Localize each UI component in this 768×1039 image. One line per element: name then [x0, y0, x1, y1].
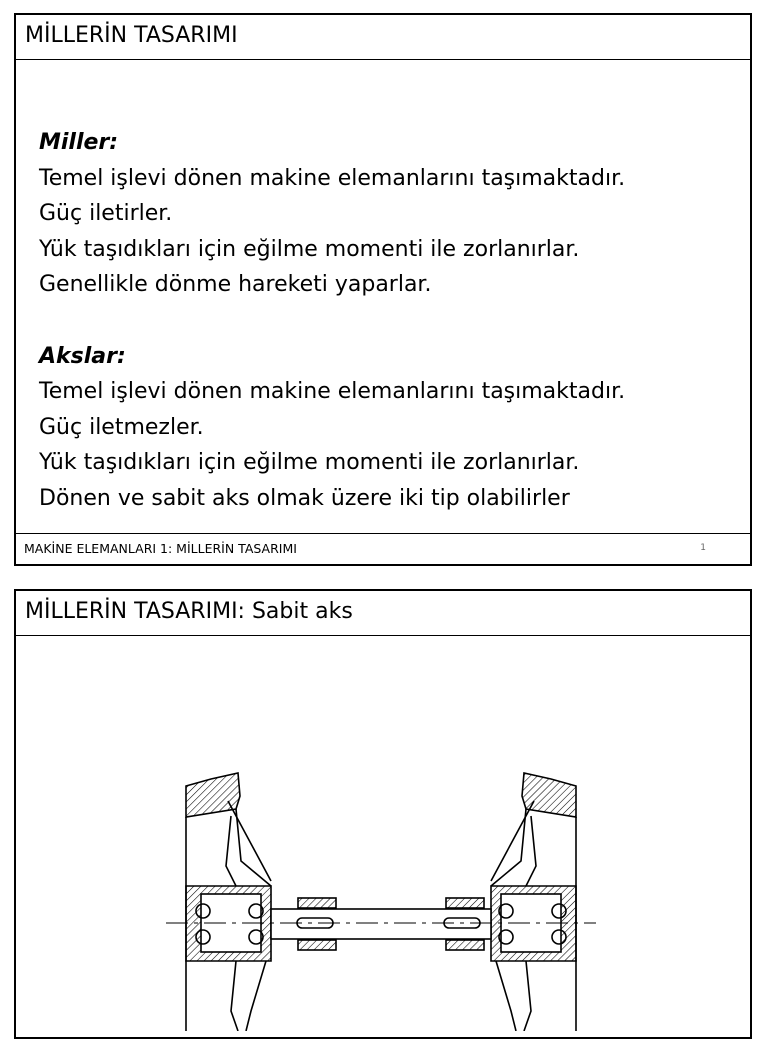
- slide-1-footer: [16, 533, 750, 564]
- slide-1: [14, 13, 752, 566]
- axle-shaft: [271, 898, 491, 950]
- slide-2: [14, 589, 752, 1039]
- akslar-line-1: Temel işlevi dönen makine elemanlarını taşımaktadır.: [39, 379, 626, 405]
- slide-1-header: [16, 15, 750, 60]
- miller-line-3: Yük taşıdıkları için eğilme momenti ile zorlanırlar.: [39, 236, 580, 262]
- right-wheel: [491, 773, 576, 1031]
- slide-2-header: [16, 591, 750, 636]
- slide-2-title: MİLLERİN TASARIMI: Sabit aks: [25, 599, 353, 624]
- section-heading-miller: Miller:: [39, 130, 119, 155]
- section-spacer: [39, 303, 625, 339]
- left-wheel: [186, 773, 271, 1031]
- akslar-line-4: Dönen ve sabit aks olmak üzere iki tip olabilirler: [39, 485, 570, 511]
- miller-line-4: Genellikle dönme hareketi yaparlar.: [39, 272, 432, 298]
- section-heading-akslar: Akslar:: [39, 343, 126, 369]
- akslar-line-3: Yük taşıdıkları için eğilme momenti ile zorlanırlar.: [39, 450, 580, 476]
- miller-line-2: Güç iletirler.: [39, 201, 173, 227]
- akslar-line-2: Güç iletmezler.: [39, 414, 204, 440]
- fixed-axle-drawing: [156, 761, 606, 1031]
- slide-1-body: [39, 125, 625, 517]
- page-number: 1: [700, 543, 706, 553]
- slide-1-title: MİLLERİN TASARIMI: [25, 23, 238, 48]
- footer-text: MAKİNE ELEMANLARI 1: MİLLERİN TASARIMI: [24, 541, 297, 556]
- miller-line-1: Temel işlevi dönen makine elemanlarını taşımaktadır.: [39, 165, 626, 191]
